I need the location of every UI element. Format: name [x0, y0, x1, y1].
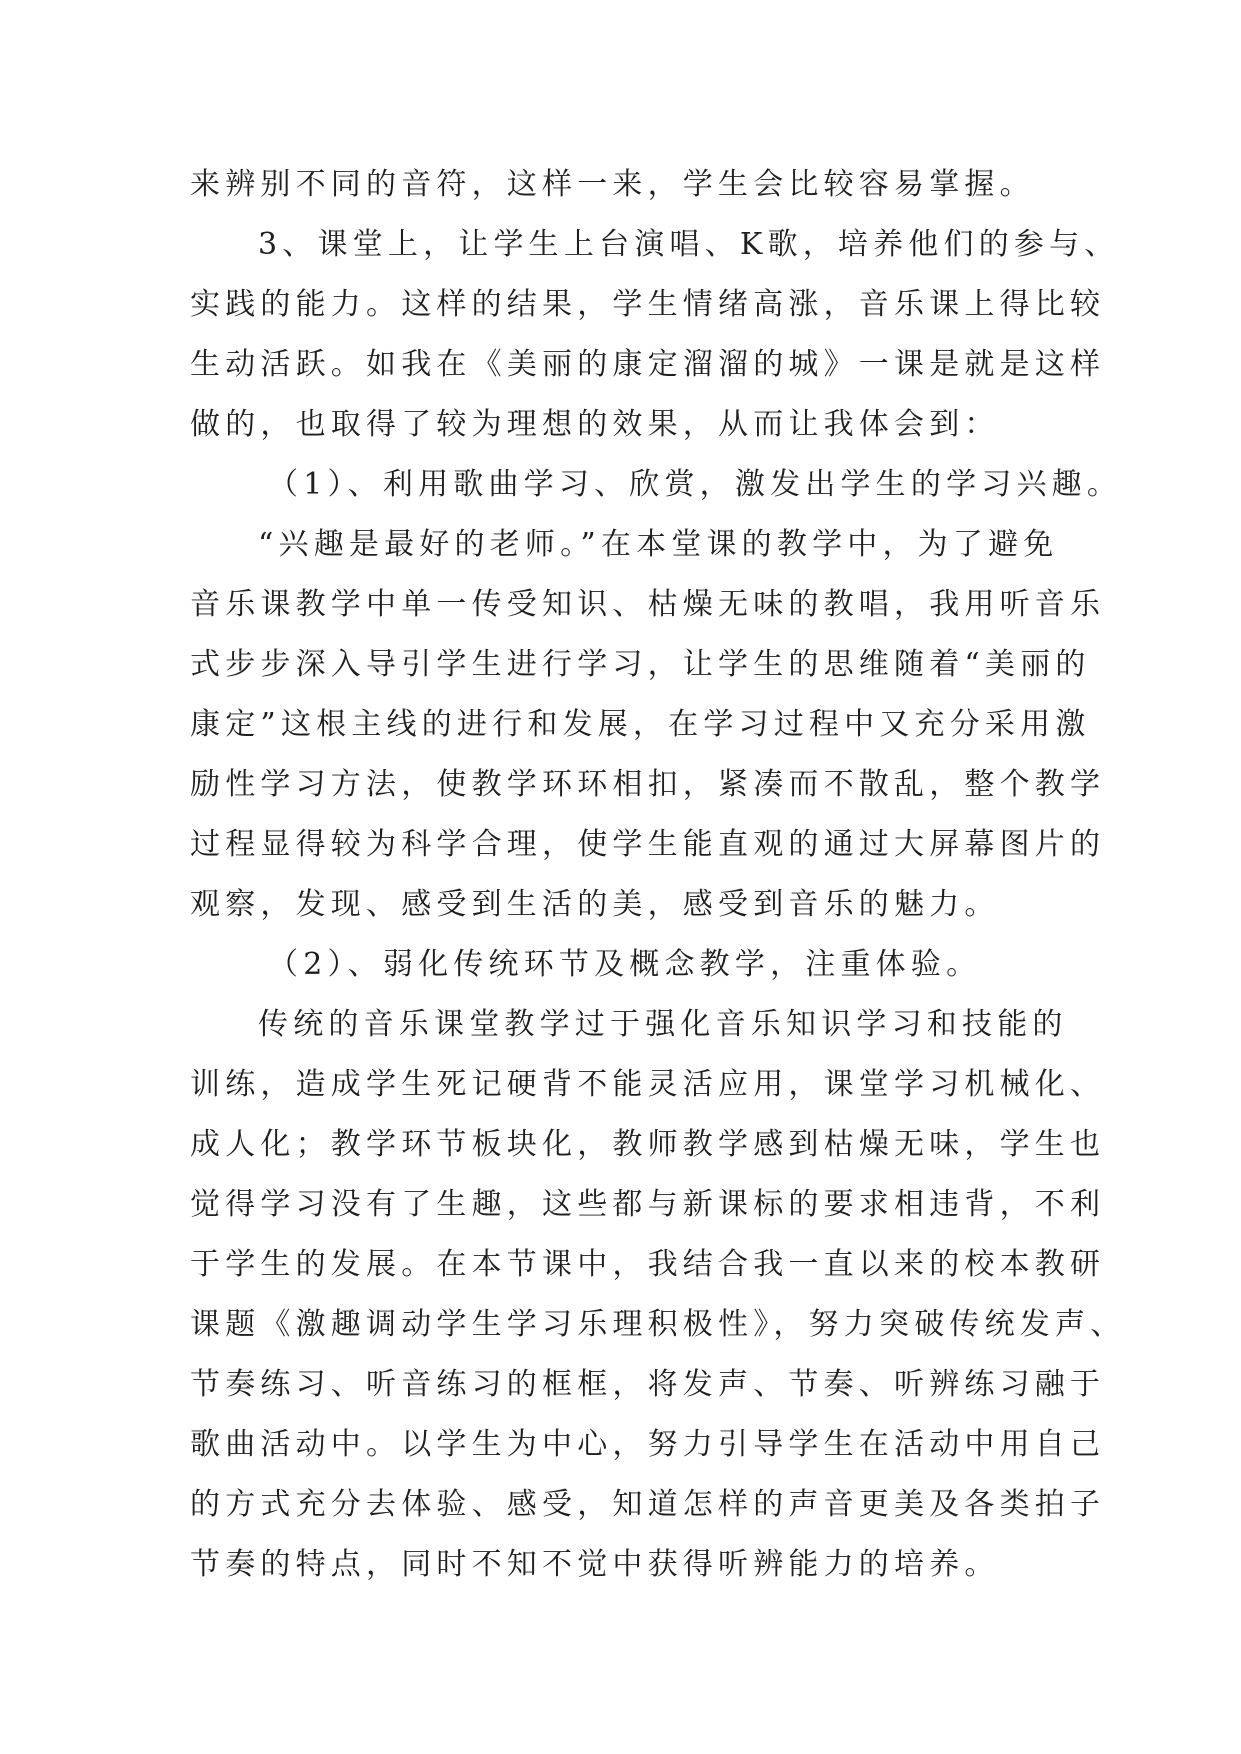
text-line: 3、课堂上，让学生上台演唱、K歌，培养他们的参与、	[258, 227, 1120, 262]
text-line: 课题《激趣调动学生学习乐理积极性》，努力突破传统发声、	[190, 1307, 1126, 1342]
text-line: 实践的能力。这样的结果，学生情绪高涨，音乐课上得比较	[190, 287, 1106, 322]
text-line: 来辨别不同的音符，这样一来，学生会比较容易掌握。	[190, 167, 1035, 202]
text-line: 康定”这根主线的进行和发展，在学习过程中又充分采用激	[190, 707, 1091, 742]
text-line: 音乐课教学中单一传受知识、枯燥无味的教唱，我用听音乐	[190, 587, 1106, 622]
subheading: （2）、弱化传统环节及概念教学，注重体验。	[268, 947, 982, 982]
text-line: 生动活跃。如我在《美丽的康定溜溜的城》一课是就是这样	[190, 347, 1106, 382]
text-line: 的方式充分去体验、感受，知道怎样的声音更美及各类拍子	[190, 1487, 1106, 1522]
text-line: “兴趣是最好的老师。”在本堂课的教学中，为了避免	[258, 527, 1059, 562]
subheading: （1）、利用歌曲学习、欣赏，激发出学生的学习兴趣。	[268, 467, 1123, 502]
text-line: 做的，也取得了较为理想的效果，从而让我体会到：	[190, 407, 1000, 442]
text-line: 觉得学习没有了生趣，这些都与新课标的要求相违背，不利	[190, 1187, 1106, 1222]
text-line: 节奏的特点，同时不知不觉中获得听辨能力的培养。	[190, 1547, 1000, 1582]
text-line: 于学生的发展。在本节课中，我结合我一直以来的校本教研	[190, 1247, 1106, 1282]
text-line: 励性学习方法，使教学环环相扣，紧凑而不散乱，整个教学	[190, 767, 1106, 802]
text-line: 观察，发现、感受到生活的美，感受到音乐的魅力。	[190, 887, 1000, 922]
text-line: 式步步深入导引学生进行学习，让学生的思维随着“美丽的	[190, 647, 1091, 682]
text-line: 节奏练习、听音练习的框框，将发声、节奏、听辨练习融于	[190, 1367, 1106, 1402]
text-line: 过程显得较为科学合理，使学生能直观的通过大屏幕图片的	[190, 827, 1106, 862]
text-line: 成人化；教学环节板块化，教师教学感到枯燥无味，学生也	[190, 1127, 1106, 1162]
text-line: 传统的音乐课堂教学过于强化音乐知识学习和技能的	[258, 1007, 1068, 1042]
text-line: 歌曲活动中。以学生为中心，努力引导学生在活动中用自己	[190, 1427, 1106, 1462]
text-line: 训练，造成学生死记硬背不能灵活应用，课堂学习机械化、	[190, 1067, 1106, 1102]
